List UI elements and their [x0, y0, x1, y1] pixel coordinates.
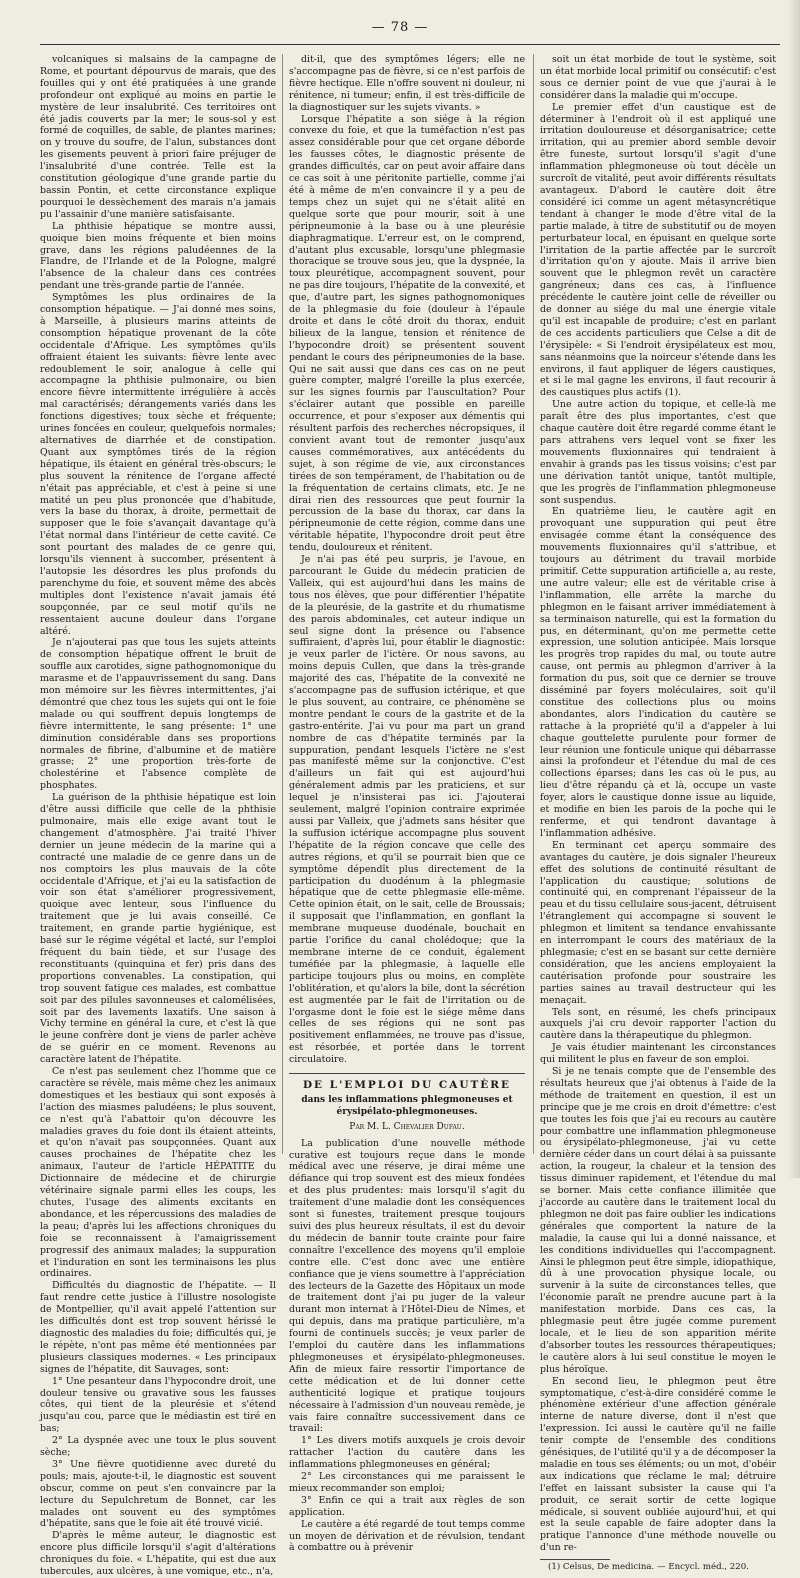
paragraph: D'après le même auteur, le diagnostic est encore plus difficile lorsqu'il s'agit d'altérations chroniques du foie. « L'hépatite, qui est due aux tubercules, aux ulcères, à une vomique, etc., n'a, — [40, 1530, 276, 1578]
article-subtitle: dans les inflammations phlegmoneuses et érysipélato-phlegmoneuses. — [301, 1094, 513, 1117]
paragraph: Symptômes les plus ordinaires de la consomption hépatique. — J'ai donné mes soins, à Marseille, à plusieurs marins atteints de consomption hépatique provenant de la côte occidentale d'Afrique. Les symptômes qu'ils offraient étaient les suivants: fièvre lente avec redoublement le soir, analogue à celle qui accompagne la phthisie pulmonaire, ou bien encore fièvre intermittente irrégulière à accès mal caractérisés; dérangements variés dans les fonctions digestives; toux sèche et fréquente; urines foncées en couleur, quelquefois normales; alternatives de diarrhée et de constipation. Quant aux symptômes tirés de la région hépatique, ils étaient en général très-obscurs; le plus souvent la rénitence de l'organe affecté n'était pas appréciable, et c'est à peine si une matité un peu plus prononcée que d'habitude, vers la base du thorax, à droite, permettait de supposer que le foie s'avançait davantage qu'à l'état normal dans l'intérieur de cette cavité. Ce sont pourtant des malades de ce genre qui, lorsqu'ils viennent à succomber, présentent à l'autopsie les désordres les plus profonds du parenchyme du foie, et souvent même des abcès multiples dont l'existence n'avait jamais été soupçonnée, par ce seul motif qu'ils ne ressentaient aucune douleur dans l'organe altéré. — [40, 292, 276, 637]
paragraph: 1° Les divers motifs auxquels je crois devoir rattacher l'action du cautère dans les inflammations phlegmoneuses en général; — [289, 1435, 525, 1471]
paragraph: Le cautère a été regardé de tout temps comme un moyen de dérivation et de révulsion, tendant à combattre ou à prévenir — [289, 1518, 525, 1554]
column-1 — [40, 54, 276, 1578]
paragraph: En quatrième lieu, le cautère agit en provoquant une suppuration qui peut être envisagée comme étant la conséquence des mouvements fluxionnaires qu'il s'attribue, et toujours au détriment du travail morbide primitif. Cette suppuration artificielle a, au reste, une autre valeur; elle est de véritable crise à l'inflammation, elle arrête la marche du phlegmon en le faisant arriver immédiatement à sa terminaison naturelle, qui est la formation du pus, en déterminant, qu'on me permette cette expression, une solution anticipée. Mais lorsque les progrès trop rapides du mal, ou toute autre cause, ont permis au phlegmon d'arriver à la formation du pus, soit que ce dernier se trouve disséminé par foyers moléculaires, soit qu'il constitue des collections plus ou moins abondantes, alors l'indication du cautère se rattache à la propriété qu'il a d'appeler à lui chaque gouttelette purulente pour former de leur réunion une fonticule unique qui débarrasse ainsi la profondeur et l'étendue du mal de ces collections éparses; dans les cas où le pus, au lieu d'être répandu çà et là, occupe un vaste foyer, alors le caustique donne issue au liquide, et modifie en bien les parois de la poche qui le renferme, et qui tendront davantage à l'inflammation adhésive. — [540, 506, 776, 839]
paragraph: Le premier effet d'un caustique est de déterminer à l'endroit où il est appliqué une irritation douloureuse et désorganisatrice; cette irritation, qui au premier abord semble devoir être funeste, surtout lorsqu'il s'agit d'une inflammation phlegmoneuse où tout décèle un surcroît de vitalité, peut avoir différents résultats avantageux. D'abord le cautère doit être considéré ici comme un agent métasyncrétique tendant à changer le mode d'être vital de la partie malade, à titre de substitutif ou de moyen perturbateur local, en épuisant en quelque sorte l'irritation de la partie affectée par le surcroît d'irritation qu'on y ajoute. Mais il arrive bien souvent que le phlegmon revêt un caractère gangréneux; dans ces cas, à l'influence précédente le cautère joint celle de réveiller ou de donner au siége du mal une énergie vitale qu'il est incapable de produire; c'est en parlant de ces accidents particuliers que Celse a dit de l'érysipèle: « Si l'endroit érysipélateux est mou, sans néanmoins que la noirceur s'étende dans les environs, il faut appliquer de légers caustiques, et si le mal gagne les environs, il faut recourir à des caustiques plus actifs (1). — [540, 101, 776, 399]
column-separator — [282, 54, 283, 1154]
page-edge-shadow — [788, 0, 800, 1178]
paragraph: La guérison de la phthisie hépatique est loin d'être aussi difficile que celle de la phthisie pulmonaire, mais elle exige avant tout le changement d'atmosphère. J'ai traité l'hiver dernier un jeune médecin de la marine qui a contracté une maladie de ce genre dans un de nos comptoirs les plus mauvais de la côte occidentale d'Afrique, et j'ai eu la satisfaction de voir son état s'améliorer progressivement, quoique avec lenteur, sous l'influence du traitement que je lui avais conseillé. Ce traitement, en grande partie hygiénique, est basé sur le régime végétal et lacté, sur l'emploi fréquent du bain tiède, et sur l'usage des reconstituants (quinquina et fer) pris dans des proportions convenables. La constipation, qui trop souvent fatigue ces malades, est combattue soit par des pilules savonneuses et calomélisées, soit par des lavements laxatifs. Une saison à Vichy termine en général la cure, et c'est là que le jeune confrère dont je viens de parler achève de se guérir en ce moment. Revenons au caractère latent de l'hépatite. — [40, 792, 276, 1066]
footnote-text: (1) Celsus, De medicina. — Encycl. méd., 220. — [548, 1562, 749, 1573]
header-rule — [40, 44, 780, 45]
paragraph: 3° Une fièvre quotidienne avec dureté du pouls; mais, ajoute-t-il, le diagnostic est souvent obscur, comme on peut s'en convaincre par la lecture du Sepulchretum de Bonnet, car les malades ont souvent eu des symptômes d'hépatite, sans que le foie ait été trouvé vicié. — [40, 1458, 276, 1530]
paragraph: Si je ne tenais compte que de l'ensemble des résultats heureux que j'ai obtenus à l'aide de la méthode de traitement en question, il est un principe que je me crois en droit d'émettre: c'est que toutes les fois que j'ai eu recours au cautère pour combattre une inflammation phlegmoneuse ou érysipélato-phlegmoneuse, j'ai vu cette dernière céder dans un court délai à sa puissante action, la rougeur, la chaleur et la tension des tissus diminuer rapidement, et l'étendue du mal se borner. Mais cette confiance illimitée que j'accorde au cautère dans le traitement local du phlegmon ne doit pas faire oublier les indications générales que comportent la nature de la maladie, la cause qui lui a donné naissance, et les conditions individuelles qui l'accompagnent. Ainsi le phlegmon peut être simple, idiopathique, dû à une provocation physique locale, ou survenir à la suite de circonstances telles, que l'économie paraît ne prendre aucune part à la manifestation morbide. Dans ces cas, la phlegmasie peut être jugée comme purement locale, et le lieu de son apparition mérite d'absorber toutes les ressources thérapeutiques; le cautère alors à lui seul constitue le moyen le plus héroïque. — [540, 1066, 776, 1375]
article-heading: DE L'EMPLOI DU CAUTÈRE — [302, 1079, 512, 1092]
paragraph: Une autre action du topique, et celle-là me paraît être des plus importantes, c'est que chaque cautère doit être regardé comme étant le pars attrahens vers lequel vont se fixer les mouvements fluxionnaires qui tendraient à envahir à grands pas les tissus voisins; c'est par une dérivation tantôt unique, tantôt multiple, que les progrès de l'inflammation phlegmoneuse sont suspendus. — [540, 399, 776, 506]
paragraph: Ce n'est pas seulement chez l'homme que ce caractère se révèle, mais même chez les animaux domestiques et les bestiaux qui sont exposés à l'action des miasmes paludéens; le plus souvent, ce n'est qu'à l'abattoir qu'on découvre les maladies graves du foie dont ils étaient atteints, et qu'on n'avait pas soupçonnées. Quant aux causes prochaines de l'hépatite chez les animaux, l'auteur de l'article HÉPATITE du Dictionnaire de médecine et de chirurgie vétérinaire signale parmi elles les coups, les chutes, l'usage des aliments excitants en abondance, et les répercussions des maladies de la peau; d'après lui les affections chroniques du foie se reconnaissent à l'amaigrissement progressif des animaux malades; la suppuration et l'induration en sont les terminaisons les plus ordinaires. — [40, 1066, 276, 1280]
paragraph: Difficultés du diagnostic de l'hépatite. — Il faut rendre cette justice à l'illustre nosologiste de Montpellier, qu'il avait appelé l'attention sur les difficultés dont est trop souvent hérissé le diagnostic des maladies du foie; difficultés qui, je le répète, n'ont pas même été mentionnées par plusieurs classiques modernes. « Les principaux signes de l'hépatite, dit Sauvages, sont: — [40, 1280, 276, 1375]
paragraph: 2° Les circonstances qui me paraissent le mieux recommander son emploi; — [289, 1471, 525, 1494]
page-header — [0, 16, 800, 40]
footnote — [540, 1562, 776, 1573]
paragraph: Je n'ai pas été peu surpris, je l'avoue, en parcourant le Guide du médecin praticien de Valleix, qui est aujourd'hui dans les mains de tous nos élèves, que pour différentier l'hépatite de la pleurésie, de la gastrite et du rhumatisme des parois abdominales, cet auteur indique un seul signe dont la présence ou l'absence suffiraient, d'après lui, pour établir le diagnostic: je veux parler de l'ictère. Or nous savons, au moins depuis Cullen, que dans la très-grande majorité des cas, l'hépatite de la convexité ne s'accompagne pas de suffusion ictérique, et que le plus souvent, au contraire, ce phénomène se montre pendant le cours de la gastrite et de la gastro-entérite. J'ai vu pour ma part un grand nombre de cas d'hépatite terminés par la suppuration, pendant lesquels l'ictère ne s'est pas manifesté même sur la conjonctive. C'est d'ailleurs un fait qui est aujourd'hui généralement admis par les praticiens, et sur lequel je n'insisterai pas ici. J'ajouterai seulement, malgré l'opinion contraire exprimée aussi par Valleix, que j'admets sans hésiter que la suffusion ictérique accompagne plus souvent l'hépatite de la région concave que celle des autres régions, et qu'il se pourrait bien que ce symptôme dépendît plus directement de la participation du duodénum à la phlegmasie hépatique que de cette phlegmasie elle-même. Cette opinion était, on le sait, celle de Broussais; il supposait que l'inflammation, en gonflant la membrane muqueuse duodénale, bouchait en partie l'orifice du canal cholédoque; que la membrane interne de ce conduit, également tuméfiée par la phlegmasie, à laquelle elle participe toujours plus ou moins, en complète l'oblitération, et qu'alors la bile, dont la sécrétion est augmentée par le fait de l'irritation ou de l'orgasme dont le foie est le siége même dans celles de ses régions qui ne sont pas positivement enflammées, ne trouve pas d'issue, est résorbée, et portée dans le torrent circulatoire. — [289, 554, 525, 1066]
column-3 — [540, 54, 776, 1573]
paragraph: 2° La dyspnée avec une toux le plus souvent sèche; — [40, 1435, 276, 1459]
page-number: — 78 — — [371, 20, 429, 35]
paragraph: volcaniques si malsains de la campagne de Rome, et pourtant dépourvus de marais, que des fouilles qui y ont été pratiquées à une grande profondeur ont expliqué au moins en partie le mystère de leur insalubrité. Ces territoires ont été jadis couverts par la mer; le sous-sol y est formé de coquilles, de sable, de plantes marines; on y trouve du soufre, de l'alun, substances dont les gisements peuvent à priori faire préjuger de l'insalubrité d'une contrée. Telle est la constitution géologique d'une grande partie du bassin Pontin, et cette circonstance explique pourquoi le dessèchement des marais n'a jamais pu l'assainir d'une manière satisfaisante. — [40, 54, 276, 220]
paragraph: Lorsque l'hépatite a son siége à la région convexe du foie, et que la tuméfaction n'est pas assez considérable pour que cet organe déborde les fausses côtes, le diagnostic présente de grandes difficultés, car on peut avoir affaire dans ce cas soit à une péritonite partielle, comme j'ai été à même de m'en convaincre il y a peu de temps chez un sujet qui ne s'était alité en quelque sorte que pour mourir, soit à une péripneumonie à la base ou à une pleurésie diaphragmatique. L'erreur est, on le comprend, d'autant plus excusable, lorsqu'une phlegmasie thoracique se trouve sous jeu, que la dyspnée, la toux pleurétique, accompagnent souvent, pour ne pas dire toujours, l'hépatite de la convexité, et que, d'autre part, les signes pathognomoniques de la phlegmasie du foie (douleur à l'épaule droite et dans le côté droit du thorax, enduit bilieux de la langue, tension et rénitence de l'hypocondre droit) se présentent souvent pendant le cours des péripneumonies de la base. Qui ne sait aussi que dans ces cas on ne peut guère compter, malgré l'oreille la plus exercée, sur les signes fournis par l'auscultation? Pour s'éclairer autant que possible en pareille occurrence, et pour s'exposer aux démentis qui résultent parfois des recherches nécropsiques, il convient avant tout de remonter jusqu'aux causes commémoratives, aux antécédents du sujet, à son régime de vie, aux circonstances tirées de son tempérament, de l'habitation ou de la fréquentation de certains climats, etc. Je ne dirai rien des ressources que peut fournir la percussion de la base du thorax, car dans la péripneumonie de cette région, comme dans une véritable hépatite, l'hypocondre droit peut être tendu, douloureux et rénitent. — [289, 113, 525, 554]
section-rule — [289, 1073, 525, 1074]
paragraph: 3° Enfin ce qui a trait aux règles de son application. — [289, 1494, 525, 1518]
paragraph: Je vais étudier maintenant les circonstances qui militent le plus en faveur de son emploi. — [540, 1042, 776, 1066]
paragraph: soit un état morbide de tout le système, soit un état morbide local primitif ou consécutif: c'est sous ce dernier point de vue que j'aurai à le considérer dans la maladie qui m'occupe. — [540, 54, 776, 101]
paragraph: Je n'ajouterai pas que tous les sujets atteints de consomption hépatique offrent le bruit de souffle aux carotides, signe pathognomonique du marasme et de l'appauvrissement du sang. Dans mon mémoire sur les fièvres intermittentes, j'ai démontré que chez tous les sujets qui ont le foie malade ou qui souffrent depuis longtemps de fièvre intermittente, le sang présente: 1° une diminution considérable dans ses proportions normales de fibrine, d'albumine et de matière grasse; 2° une proportion très-forte de cholestérine et l'absence complète de phosphates. — [40, 637, 276, 792]
column-2 — [289, 54, 525, 1554]
column-separator — [533, 54, 534, 1154]
footnote-rule — [540, 1559, 610, 1560]
paragraph: En second lieu, le phlegmon peut être symptomatique, c'est-à-dire considéré comme le phénomène extérieur d'une affection générale interne de nature diverse, dont il n'est que l'expression. Ici aussi le cautère qu'il ne faille tenir compte de l'ensemble des conditions génésiques, de l'utilité qu'il y a de décomposer la maladie en tous ses éléments; ou un mot, d'obéir aux indications que réclame le mal; détruire l'effet en laissant subsister la cause qui l'a produit, ce serait sortir de cette logique médicale, si souvent oubliée aujourd'hui, et qui est la seule capable de faire adopter dans la pratique l'annonce d'une méthode nouvelle ou d'un re- — [540, 1375, 776, 1554]
paragraph: En terminant cet aperçu sommaire des avantages du cautère, je dois signaler l'heureux effet des solutions de continuité résultant de l'application du caustique; solutions de continuité qui, en comprenant l'épaisseur de la peau et du tissu cellulaire sous-jacent, détruisent l'étranglement qui accompagne si souvent le phlegmon et limitent sa tendance envahissante en interrompant le cours des matériaux de la phlegmasie; c'est en se basant sur cette dernière considération, que les anciens employaient la cautérisation profonde pour soustraire les parties saines au travail destructeur qui les menaçait. — [540, 839, 776, 1006]
paragraph: dit-il, que des symptômes légers; elle ne s'accompagne pas de fièvre, si ce n'est parfois de fièvre hectique. Elle n'offre souvent ni douleur, ni rénitence, ni tumeur; enfin, il est très-difficile de la diagnostiquer sur les sujets vivants. » — [289, 54, 525, 113]
article-author: Par M. L. Chevalier Dufau. — [349, 1121, 465, 1132]
paragraph: La publication d'une nouvelle méthode curative est toujours reçue dans le monde médical avec une réserve, je dirai même une défiance qui trop souvent est des mieux fondées et des plus prudentes: mais lorsqu'il s'agit du traitement d'une maladie dont les conséquences sont si funestes, traitement presque toujours suivi des plus heureux résultats, il est du devoir du médecin de bannir toute crainte pour faire connaître l'excellence des moyens qu'il emploie contre elle. C'est donc avec une entière confiance que je viens soumettre à l'appréciation des lecteurs de la Gazette des Hôpitaux un mode de traitement dont j'ai pu juger de la valeur durant mon internat à l'Hôtel-Dieu de Nîmes, et qui depuis, dans ma pratique particulière, m'a fourni de continuels succès; je veux parler de l'emploi du cautère dans les inflammations phlegmoneuses et érysipélato-phlegmoneuses. Afin de mieux faire ressortir l'importance de cette médication et de lui donner cette authenticité logique et pratique toujours nécessaire à l'admission d'un nouveau remède, je vais faire connaître successivement dans ce travail: — [289, 1137, 525, 1435]
paragraph: La phthisie hépatique se montre aussi, quoique bien moins fréquente et bien moins grave, dans les régions paludéennes de la Flandre, de l'Irlande et de la Pologne, malgré l'absence de la chaleur dans ces contrées pendant une très-grande partie de l'année. — [40, 220, 276, 292]
paragraph: Tels sont, en résumé, les chefs principaux auxquels j'ai cru devoir rapporter l'action du cautère dans la thérapeutique du phlegmon. — [540, 1006, 776, 1042]
paragraph: 1° Une pesanteur dans l'hypocondre droit, une douleur tensive ou gravative sous les fausses côtes, qui tient de la pleurésie et s'étend jusqu'au cou, parce que le médiastin est tiré en bas; — [40, 1375, 276, 1435]
